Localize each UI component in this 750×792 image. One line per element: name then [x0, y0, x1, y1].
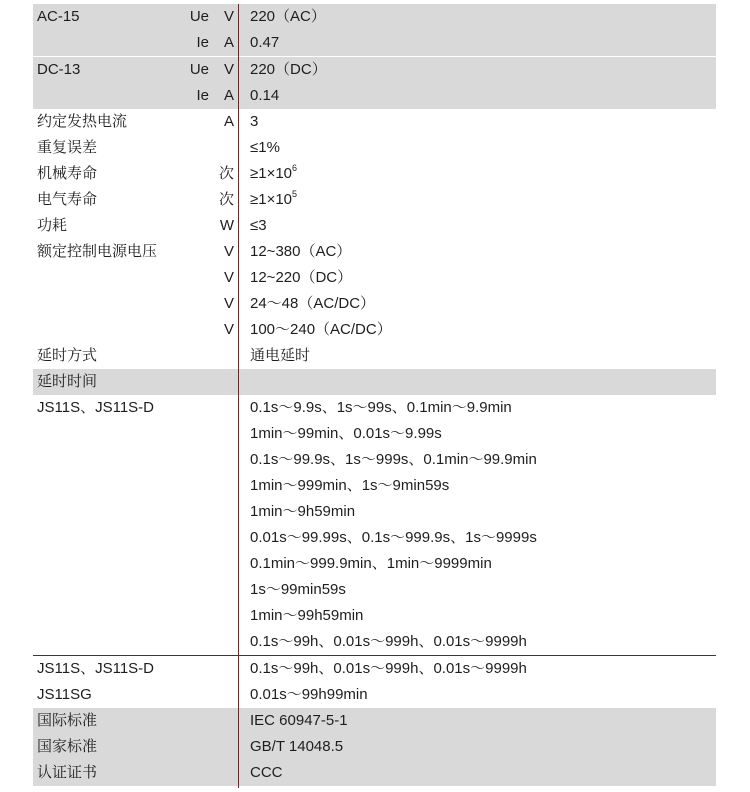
- spec-value: ≤1%: [250, 139, 280, 156]
- spec-sym: [181, 447, 209, 473]
- spec-unit: V: [223, 8, 234, 25]
- spec-value: 12~220（DC）: [250, 269, 353, 286]
- spec-row: [33, 682, 716, 708]
- spec-value: 1min～99h59min: [250, 607, 364, 624]
- spec-unit: [219, 447, 234, 473]
- spec-row: [33, 525, 716, 551]
- spec-value: CCC: [250, 764, 283, 781]
- spec-sym: [181, 682, 209, 708]
- spec-unit: V: [223, 321, 234, 338]
- spec-value: 1min～9h59min: [250, 503, 356, 520]
- spec-value: $\ge 1\times 10^5$: [250, 189, 298, 208]
- spec-sym: Ue: [189, 8, 209, 25]
- spec-label: 延时时间: [37, 373, 98, 390]
- spec-sym: [181, 421, 209, 447]
- spec-row: [33, 30, 716, 56]
- spec-unit: [219, 734, 234, 760]
- spec-sym: [181, 603, 209, 629]
- spec-unit: [219, 603, 234, 629]
- spec-label: 机械寿命: [37, 165, 98, 182]
- spec-table: [33, 4, 716, 786]
- spec-row: [33, 239, 716, 265]
- spec-unit: [219, 525, 234, 551]
- spec-value: 0.1s～99h、0.01s～999h、0.01s～9999h: [250, 633, 527, 650]
- spec-row: [33, 109, 716, 135]
- spec-sym: [181, 343, 209, 369]
- spec-unit: A: [223, 113, 234, 130]
- spec-value: 0.1s～99h、0.01s～999h、0.01s～9999h: [250, 660, 527, 677]
- spec-value: ≤3: [250, 217, 267, 234]
- spec-label: 重复误差: [37, 139, 98, 156]
- spec-sym: [181, 291, 209, 317]
- spec-row: [33, 369, 716, 395]
- spec-row: [33, 161, 716, 187]
- spec-sym: Ie: [196, 87, 209, 104]
- spec-unit: V: [223, 61, 234, 78]
- spec-value: 通电延时: [250, 347, 311, 364]
- spec-sym: Ie: [196, 34, 209, 51]
- spec-unit: 次: [219, 191, 235, 208]
- spec-row: [33, 551, 716, 577]
- spec-sym: [181, 265, 209, 291]
- spec-unit: [219, 343, 234, 369]
- spec-sym: [181, 369, 209, 395]
- spec-value: 1s～99min59s: [250, 581, 346, 598]
- spec-value: 0.01s～99h99min: [250, 686, 368, 703]
- spec-row: [33, 395, 716, 421]
- spec-row: [33, 499, 716, 525]
- spec-row: [33, 734, 716, 760]
- spec-row: [33, 760, 716, 786]
- spec-label: AC-15: [37, 8, 80, 25]
- spec-label: 认证证书: [37, 764, 98, 781]
- spec-sym: Ue: [189, 61, 209, 78]
- spec-value: 220（DC）: [250, 61, 327, 78]
- exponent: 5: [292, 189, 298, 199]
- spec-row: [33, 56, 716, 83]
- spec-unit: [219, 369, 234, 395]
- spec-label: DC-13: [37, 61, 81, 78]
- spec-unit: 次: [219, 165, 235, 182]
- spec-label: 国际标准: [37, 712, 98, 729]
- spec-unit: A: [223, 87, 234, 104]
- spec-value: 0.47: [250, 34, 280, 51]
- spec-sym: [181, 135, 209, 161]
- spec-unit: [219, 499, 234, 525]
- spec-value: 0.01s～99.99s、0.1s～999.9s、1s～9999s: [250, 529, 537, 546]
- spec-row: [33, 629, 716, 655]
- spec-row: [33, 291, 716, 317]
- spec-sym: [181, 577, 209, 603]
- spec-unit: [219, 135, 234, 161]
- spec-row: [33, 4, 716, 30]
- spec-sym: [181, 187, 209, 213]
- spec-label: 约定发热电流: [37, 113, 128, 130]
- spec-row: [33, 83, 716, 109]
- spec-sym: [181, 473, 209, 499]
- spec-label: JS11S、JS11S-D: [37, 399, 154, 416]
- spec-value: 220（AC）: [250, 8, 326, 25]
- spec-label: 国家标准: [37, 738, 98, 755]
- spec-row: [33, 577, 716, 603]
- spec-sym: [181, 525, 209, 551]
- spec-sym: [181, 708, 209, 734]
- spec-sym: [181, 629, 209, 655]
- spec-row: [33, 655, 716, 682]
- spec-unit: A: [223, 34, 234, 51]
- spec-sym: [181, 499, 209, 525]
- spec-unit: V: [223, 295, 234, 312]
- spec-row: [33, 421, 716, 447]
- spec-sym: [181, 213, 209, 239]
- spec-value: GB/T 14048.5: [250, 738, 344, 755]
- spec-sym: [181, 734, 209, 760]
- spec-row: [33, 135, 716, 161]
- spec-unit: [219, 395, 234, 421]
- spec-row: [33, 603, 716, 629]
- spec-unit: W: [219, 217, 234, 234]
- spec-row: [33, 317, 716, 343]
- spec-label: 额定控制电源电压: [37, 243, 158, 260]
- spec-unit: [219, 656, 234, 682]
- spec-value: 1min～999min、1s～9min59s: [250, 477, 450, 494]
- spec-value: 0.1min～999.9min、1min～9999min: [250, 555, 492, 572]
- exponent: 6: [292, 163, 298, 173]
- spec-sym: [181, 109, 209, 135]
- spec-value: 12~380（AC）: [250, 243, 352, 260]
- spec-unit: [219, 760, 234, 786]
- spec-value: IEC 60947-5-1: [250, 712, 348, 729]
- spec-label: 功耗: [37, 217, 68, 234]
- spec-row: [33, 213, 716, 239]
- spec-row: [33, 473, 716, 499]
- spec-unit: [219, 421, 234, 447]
- spec-unit: V: [223, 243, 234, 260]
- spec-label: 延时方式: [37, 347, 98, 364]
- spec-sym: [181, 239, 209, 265]
- spec-label: 电气寿命: [37, 191, 98, 208]
- spec-row: [33, 708, 716, 734]
- spec-value: $\ge 1\times 10^6$: [250, 163, 298, 182]
- spec-label: JS11S、JS11S-D: [37, 660, 154, 677]
- spec-row: [33, 447, 716, 473]
- spec-sym: [181, 656, 209, 682]
- spec-unit: V: [223, 269, 234, 286]
- column-divider: [238, 4, 239, 788]
- spec-row: [33, 265, 716, 291]
- spec-unit: [219, 551, 234, 577]
- spec-value: 0.14: [250, 87, 280, 104]
- spec-label: JS11SG: [37, 686, 92, 703]
- spec-value: 0.1s～99.9s、1s～999s、0.1min～99.9min: [250, 451, 537, 468]
- spec-value: 3: [250, 113, 259, 130]
- spec-sym: [181, 760, 209, 786]
- spec-value: 24～48（AC/DC）: [250, 295, 376, 312]
- spec-row: [33, 343, 716, 369]
- spec-unit: [219, 708, 234, 734]
- spec-sym: [181, 551, 209, 577]
- spec-unit: [219, 473, 234, 499]
- spec-sym: [181, 161, 209, 187]
- spec-value: 0.1s～9.9s、1s～99s、0.1min～9.9min: [250, 399, 512, 416]
- spec-sym: [181, 317, 209, 343]
- spec-row: [33, 187, 716, 213]
- spec-value: 1min～99min、0.01s～9.99s: [250, 425, 442, 442]
- spec-value: 100～240（AC/DC）: [250, 321, 392, 338]
- spec-unit: [219, 629, 234, 655]
- spec-sym: [181, 395, 209, 421]
- spec-unit: [219, 577, 234, 603]
- spec-unit: [219, 682, 234, 708]
